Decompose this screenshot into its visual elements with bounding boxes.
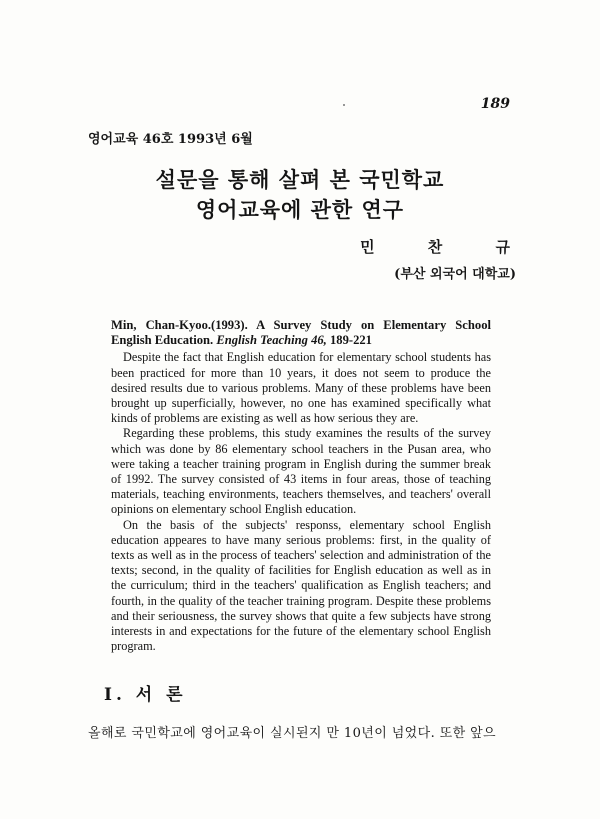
- scan-speck: [343, 104, 345, 106]
- journal-reference: 영어교육 46호 1993년 6월: [88, 132, 253, 147]
- citation-journal: English Teaching 46,: [216, 333, 327, 348]
- citation: [111, 318, 491, 348]
- page-number: 189: [480, 96, 510, 112]
- author-block: [360, 236, 534, 282]
- title-line-2: 영어교육에 관한 연구: [195, 197, 405, 222]
- abstract: [111, 318, 491, 654]
- abstract-paragraph-3: On the basis of the subjects' responss, elementary school English education appeares to have many serious problems: first, in the quality of texts as well as in the process of teachers' selection and administration of the texts; second, in the quality of facilities for English education as well as in the curriculum; third in the teachers' qualification as English teachers; and fourth, in the quality of the teacher training program. Despite these problems and their seriousness, the survey shows that quite a few subjects have strong interests in and expectations for the future of the elementary school English program.: [111, 517, 491, 654]
- abstract-paragraph-2: Regarding these problems, this study examines the results of the survey which was done by 86 elementary school teachers in the Pusan area, who were taking a teacher training program in English during the summer break of 1992. The survey consisted of 43 items in four areas, those of teaching materials, teaching environments, teachers themselves, and teachers' overall opinions on elementary school English education.: [111, 426, 491, 517]
- citation-pages: 189-221: [329, 333, 372, 348]
- paper-title: [0, 165, 600, 225]
- body-text: 올해로 국민학교에 영어교육이 실시된지 만 10년이 넘었다. 또한 앞으: [88, 726, 496, 741]
- author-affiliation: (부산 외국어 대학교): [394, 267, 516, 282]
- title-line-1: 설문을 통해 살펴 본 국민학교: [155, 167, 445, 192]
- abstract-paragraph-1: Despite the fact that English education for elementary school students has been practiced for more than 10 years, it does not seem to produce the desired results due to various problems. Many of these problems have been brought up superficially, however, no one has examined specifically what kinds of problems are existing as well as how serious they are.: [111, 350, 491, 426]
- citation-main: Min, Chan-Kyoo.(1993). A Survey Study on Elementary School English Education.: [111, 318, 491, 348]
- section-heading-introduction: I. 서 론: [104, 685, 187, 705]
- author-name: 민 찬 규: [360, 238, 534, 256]
